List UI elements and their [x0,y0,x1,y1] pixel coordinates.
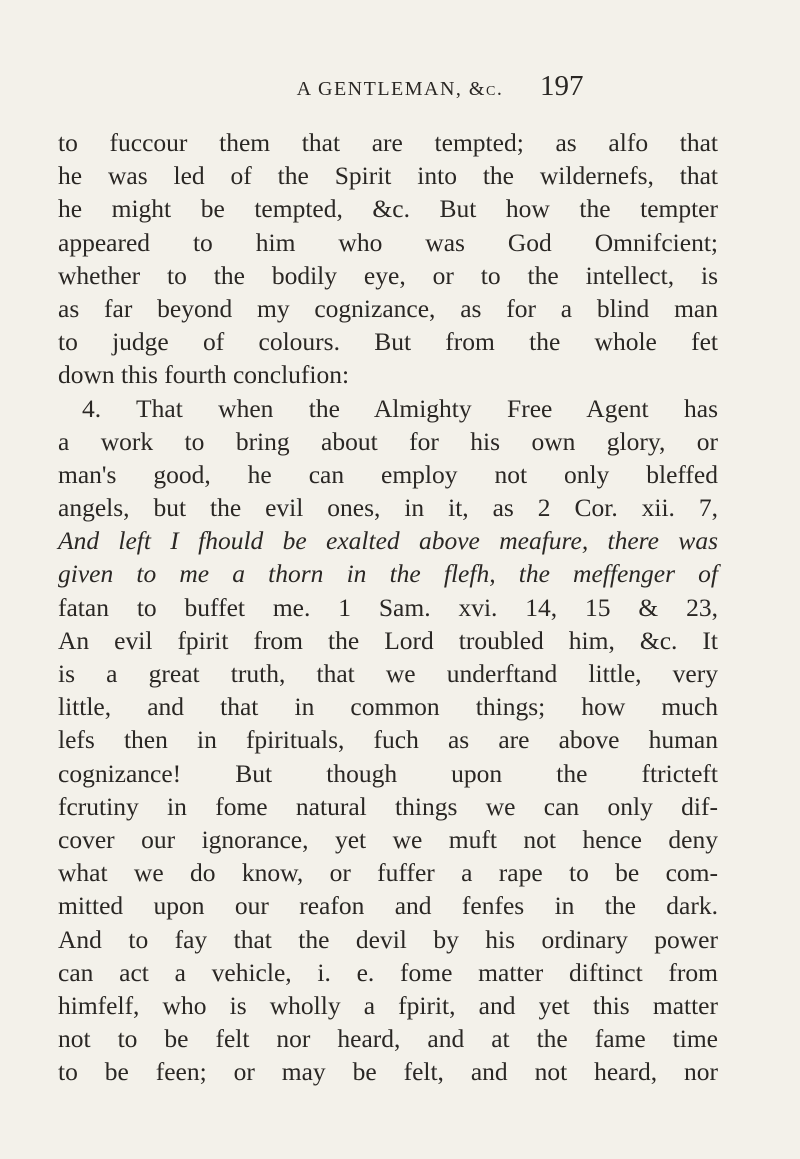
running-title: A GENTLEMAN, &c. [296,78,504,100]
text-line: And to fay that the devil by his ordinary power [58,924,718,954]
text-line: 4. That when the Almighty Free Agent has [82,393,718,423]
text-line: not to be felt nor heard, and at the fame time [58,1024,718,1054]
text-line: cognizance! But though upon the ftricteft [58,758,718,788]
body-text [58,126,718,1088]
text-line: himfelf, who is wholly a fpirit, and yet this matter [58,990,718,1020]
text-line: whether to the bodily eye, or to the intellect, is [58,260,718,290]
text-line: what we do know, or fuffer a rape to be com- [58,858,718,888]
text-line: An evil fpirit from the Lord troubled him, &c. It [58,625,718,655]
text-line: as far beyond my cognizance, as for a blind man [58,293,718,323]
text-line: down this fourth conclufion: [58,360,350,390]
text-line: to judge of colours. But from the whole fet [58,327,718,357]
text-line: cover our ignorance, yet we muft not hence deny [58,824,718,854]
text-line: to fuccour them that are tempted; as alfo that [58,128,718,157]
text-line: lefs then in fpirituals, fuch as are above human [58,725,718,755]
text-line: he might be tempted, &c. But how the tempter [58,194,718,224]
text-line: fcrutiny in fome natural things we can only dif- [58,791,718,821]
text-line: angels, but the evil ones, in it, as 2 Cor. xii. 7, [58,493,718,523]
text-line: can act a vehicle, i. e. fome matter diftinct from [58,957,718,987]
text-line: appeared to him who was God Omnifcient; [58,227,718,257]
text-line: And left I fhould be exalted above meafure, there was [58,526,718,556]
text-line: fatan to buffet me. 1 Sam. xvi. 14, 15 & 23, [58,592,718,622]
text-line: man's good, he can employ not only bleffed [58,459,718,489]
text-line: little, and that in common things; how much [58,692,718,722]
text-line: is a great truth, that we underftand little, very [58,659,718,688]
text-line: a work to bring about for his own glory, or [58,426,718,456]
text-line: given to me a thorn in the flefh, the meffenger of [58,559,718,589]
text-line: he was led of the Spirit into the wildernefs, that [58,161,718,191]
page-number: 197 [540,70,584,102]
text-line: mitted upon our reafon and fenfes in the dark. [58,891,718,921]
text-line: to be feen; or may be felt, and not heard, nor [58,1057,718,1087]
